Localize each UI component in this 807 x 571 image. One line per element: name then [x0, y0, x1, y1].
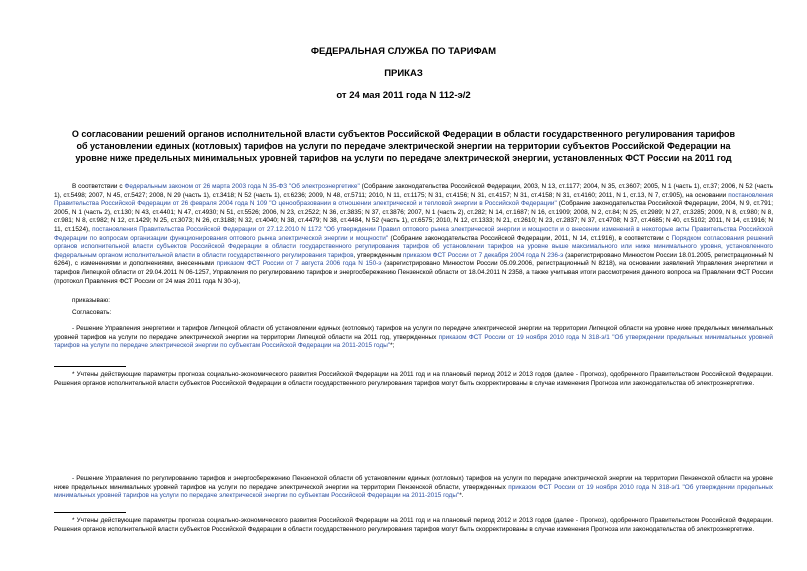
link-decree-1172[interactable]: постановления Правительства Российской Федерации от 27.12.2010 N 1172 "Об утверждении Правил оптового рынка электрической энергии и мощности и о внесении изменений в некоторые акты Правительства Российской Федерации по вопросам организации функционирования оптового рынка электрической энергии и мощности" [54, 225, 773, 242]
date-number-heading: от 24 мая 2011 года N 112-э/2 [336, 90, 471, 101]
link-decree-109[interactable]: постановления Правительства Российской Федерации от 26 февраля 2004 года N 109 "О ценообразовании в отношении электрической и тепловой энергии в Российской Федерации" [54, 191, 773, 208]
decision-penza-tail: *. [459, 492, 464, 500]
footnote-2: * Учтены действующие параметры прогноза социально-экономического развития Российской Федерации на 2011 год и на плановый период 2012 и 2013 годов (далее - Прогноз), одобренного Правительством Российской Федерации. Решения органов исполнительной власти субъектов Российской Федерации в области государственного регулирования тарифов могут быть скорректированы в случае изменения Прогноза или законодательства об электроэнергетике. [54, 517, 773, 533]
link-procedure[interactable]: Порядком согласования решений органов исполнительной власти субъектов Российской Федерации в области государственного регулирования тарифов об установлении тарифов на уровне выше максимального или ниже минимального уровня, установленного федеральным органом исполнительной власти в области государственного регулирования тарифов [54, 234, 773, 259]
preamble-text-6: (зарегистрировано Минюстом России 18.01.2005, регистрационный N 6264), с изменениями и дополнениями, внесенными [54, 251, 773, 268]
link-order-318-penza[interactable]: приказом ФСТ России от 19 ноября 2010 года N 318-э/1 "Об утверждении предельных минимальных уровней тарифов на услуги по передаче электрической энергии по субъектам Российской Федерации на 2011-2015 годы" [54, 483, 773, 500]
preamble-text-5: , утвержденным [353, 251, 404, 259]
agency-heading: ФЕДЕРАЛЬНАЯ СЛУЖБА ПО ТАРИФАМ [310, 46, 497, 57]
footnote-divider [54, 512, 126, 513]
link-order-150[interactable]: приказом ФСТ России от 7 августа 2006 года N 150-э [216, 260, 382, 268]
preamble-text-7: (зарегистрировано Минюстом России 05.09.2006, регистрационный N 8218), на основании заявлений Управления энергетики и тарифов Липецкой области от 29.04.2011 N 06-1257, Управления по регулированию тарифов и энергосбережению Пензенской области от 18.04.2011 N 2358, а также учитывая итоги рассмотрения данного вопроса на Правлении ФСТ России (протокол Правления ФСТ России от 24 мая 2011 года N 30-э), [54, 260, 773, 285]
doc-type-heading: ПРИКАЗ [384, 68, 423, 79]
order-word: приказываю: [72, 297, 110, 304]
footnote-divider [54, 366, 126, 367]
decision-penza [54, 475, 773, 501]
link-order-236[interactable]: приказом ФСТ России от 7 декабря 2004 года N 236-э [403, 251, 564, 259]
preamble-text-1: В соответствии с [72, 183, 125, 190]
decision-lipetsk [54, 325, 773, 351]
decision-penza-text: - Решение Управления по регулированию тарифов и энергосбережению Пензенской области об установлении единых (котловых) тарифов на услуги по передаче электрической энергии на территории Пензенской области на уровне ниже предельных минимальных уровней тарифов на услуги по передаче электрической энергии на территории Пензенской области, утвержденных [54, 475, 773, 491]
agree-word: Согласовать: [72, 309, 112, 316]
document-title: О согласовании решений органов исполнительной власти субъектов Российской Федерации в области государственного регулирования тарифов об установлении единых (котловых) тарифов на услуги по передаче электрической энергии на территории субъектов Российской Федерации на уровне ниже предельных минимальных уровней тарифов на услуги по передаче электрической энергии, установленных ФСТ России на 2011 год [71, 129, 736, 163]
link-order-318-lipetsk[interactable]: приказом ФСТ России от 19 ноября 2010 года N 318-э/1 "Об утверждении предельных минимальных уровней тарифов на услуги по передаче электрической энергии по субъектам Российской Федерации на 2011-2015 годы" [54, 333, 773, 350]
preamble-text-2: (Собрание законодательства Российской Федерации, 2003, N 13, ст.1177; 2004, N 35, ст.3607; 2005, N 1 (часть 1), ст.37; 2006, N 52 (часть 1), ст.5498; 2007, N 45, ст.5427; 2008, N 29 (часть 1), ст.3418; N 52 (часть 1), ст.6236; 2009, N 48, ст.5711; 2010, N 11, ст.1175; N 31, ст.4156; N 31, ст.4157; N 31, ст.4158; N 31, ст.4160; 2011, N 1, ст.13, N 7, ст.905), на основании [54, 183, 773, 199]
preamble-text-4: (Собрание законодательства Российской Федерации, 2011, N 14, ст.1916), в соответствии с [388, 234, 672, 242]
decision-lipetsk-text: - Решение Управления энергетики и тарифов Липецкой области об установлении единых (котловых) тарифов на услуги по передаче электрической энергии на территории Липецкой области на уровне ниже предельных минимальных уровней тарифов на услуги по передаче электрической энергии на территории Липецкой области на 2011 год, утвержденных [54, 325, 773, 341]
preamble-paragraph [54, 183, 773, 286]
decision-lipetsk-tail: *; [390, 342, 395, 350]
link-law-35fz[interactable]: Федеральным законом от 26 марта 2003 года N 35-ФЗ "Об электроэнергетике" [124, 183, 360, 190]
footnote-1: * Учтены действующие параметры прогноза социально-экономического развития Российской Федерации на 2011 год и на плановый период 2012 и 2013 годов (далее - Прогноз), одобренного Правительством Российской Федерации. Решения органов исполнительной власти субъектов Российской Федерации в области государственного регулирования тарифов могут быть скорректированы в случае изменения Прогноза или законодательства об электроэнергетике. [54, 371, 773, 387]
preamble-text-3: (Собрание законодательства Российской Федерации, 2004, N 9, ст.791; 2005, N 1 (часть 2), ст.130; N 43, ст.4401; N 47, ст.4930; N 51, ст.5526; 2006, N 23, ст.2522; N 36, ст.3835; N 37, ст.3876; 2007, N 1 (часть 2), ст.282; N 14, ст.1687; N 16, ст.1909; 2008, N 2, ст.84; N 25, ст.2989; N 27, ст.3285; 2009, N 8, ст.980; N 8, ст.981; N 8, ст.982; N 12, ст.1429; N 25, ст.3073; N 26, ст.3188; N 32, ст.4040; N 38, ст.4479; N 38, ст.4484, N 52 (часть 1), ст.6575; 2010, N 12, ст.1333; N 21, ст.2610; N 23, ст.2837; N 37, ст.4708; N 37, ст.4685; N 40, ст.5102; 2011, N 14, ст.1916; N 11, ст.1524), [54, 200, 773, 233]
